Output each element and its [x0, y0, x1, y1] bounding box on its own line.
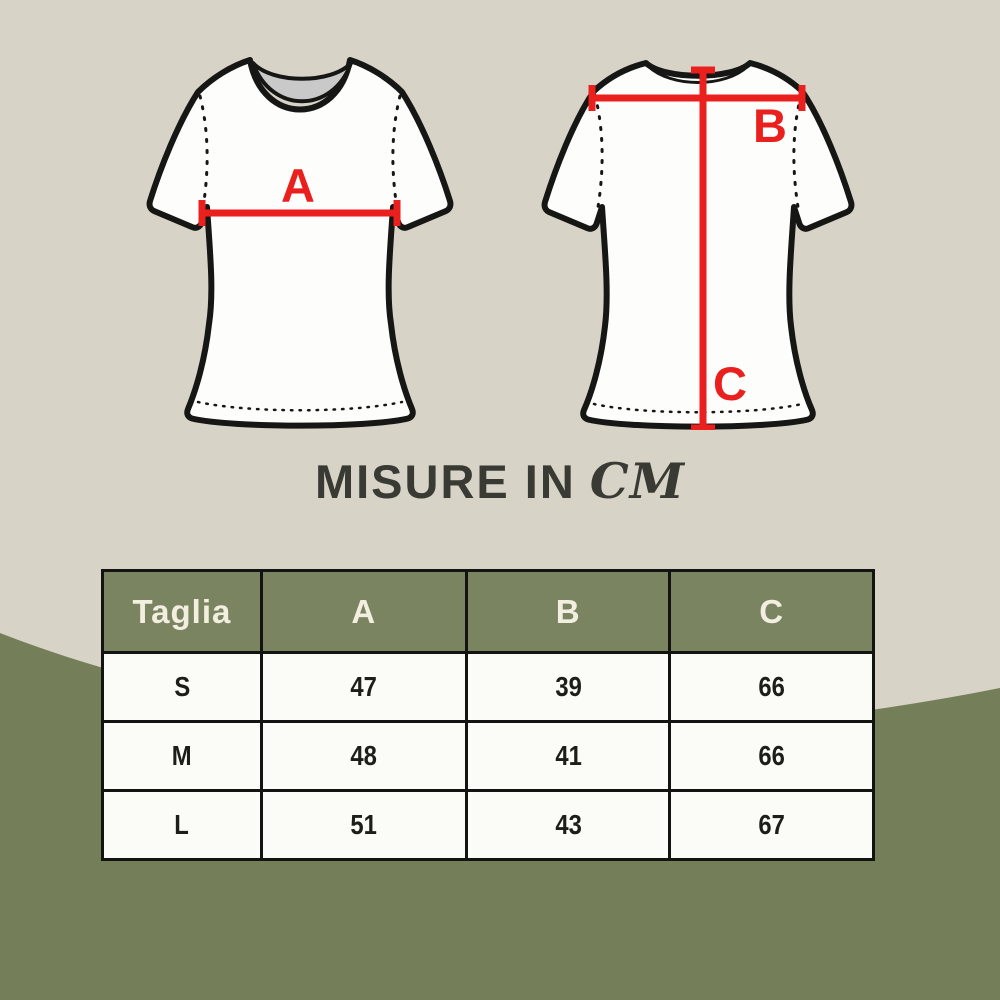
page-title: [0, 452, 1000, 510]
cell-m-b: 41: [466, 722, 670, 791]
tshirt-front-outline: [150, 60, 451, 426]
cell-l-c: 67: [670, 791, 874, 860]
tshirt-front-diagram: [140, 50, 460, 430]
header-cell-a: A: [261, 571, 466, 653]
size-table: [101, 569, 875, 861]
tshirt-back-outline: [545, 63, 852, 427]
cell-l-b: 43: [466, 791, 670, 860]
title-text: MISURE IN: [314, 455, 576, 508]
table-row-m: [103, 722, 874, 791]
cell-m-a: 48: [261, 722, 466, 791]
cell-s-b: 39: [466, 653, 670, 722]
table-header-row: [103, 571, 874, 653]
tshirt-back-diagram: [538, 50, 858, 430]
cell-size-s: S: [103, 653, 262, 722]
label-c: C: [713, 357, 747, 410]
header-cell-b: B: [466, 571, 670, 653]
table-row-s: [103, 653, 874, 722]
cell-s-a: 47: [261, 653, 466, 722]
title-unit: CM: [589, 452, 686, 510]
table-row-l: [103, 791, 874, 860]
cell-l-a: 51: [261, 791, 466, 860]
cell-size-l: L: [103, 791, 262, 860]
header-cell-taglia: Taglia: [103, 571, 262, 653]
cell-size-m: M: [103, 722, 262, 791]
label-b: B: [753, 99, 787, 152]
cell-s-c: 66: [670, 653, 874, 722]
label-a: A: [281, 159, 315, 212]
header-cell-c: C: [670, 571, 874, 653]
cell-m-c: 66: [670, 722, 874, 791]
